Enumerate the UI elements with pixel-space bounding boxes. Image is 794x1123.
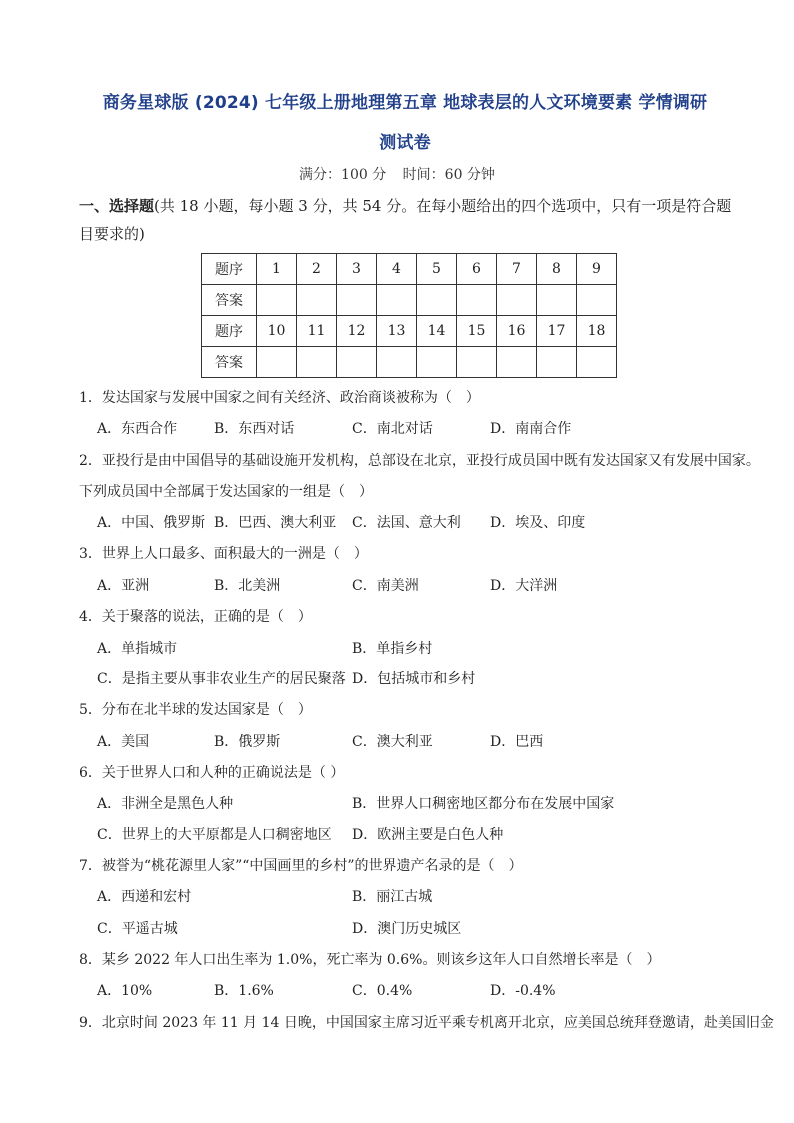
exam-meta bbox=[0, 164, 794, 184]
table-row bbox=[202, 285, 617, 316]
table-cell: 9 bbox=[577, 254, 617, 285]
row-label: 题序 bbox=[202, 316, 257, 347]
q1-option-a[interactable]: A．东西合作 bbox=[97, 421, 178, 437]
answer-cell[interactable] bbox=[377, 347, 417, 378]
answer-cell[interactable] bbox=[457, 347, 497, 378]
q3-option-b[interactable]: B．北美洲 bbox=[214, 578, 281, 594]
time-limit: 时间：60 分钟 bbox=[402, 167, 495, 183]
question-6-stem: 6．关于世界人口和人种的正确说法是（ ） bbox=[79, 765, 345, 781]
q5-option-a[interactable]: A．美国 bbox=[97, 734, 150, 750]
question-3-stem: 3．世界上人口最多、面积最大的一洲是（ ） bbox=[79, 546, 368, 562]
answer-cell[interactable] bbox=[257, 285, 297, 316]
question-1-stem: 1．发达国家与发展中国家之间有关经济、政治商谈被称为（ ） bbox=[79, 390, 480, 406]
q7-option-b[interactable]: B．丽江古城 bbox=[352, 889, 433, 905]
q6-option-a[interactable]: A．非洲全是黑色人种 bbox=[97, 796, 234, 812]
q8-option-c[interactable]: C．0.4% bbox=[352, 983, 413, 999]
answer-cell[interactable] bbox=[577, 347, 617, 378]
exam-title-line2: 测试卷 bbox=[379, 133, 431, 153]
answer-cell[interactable] bbox=[337, 285, 377, 316]
question-9-stem: 9．北京时间 2023 年 11 月 14 日晚，中国国家主席习近平乘专机离开北京，应美国总统拜登邀请，赴美国旧金 bbox=[79, 1015, 774, 1031]
q1-option-d[interactable]: D．南南合作 bbox=[490, 421, 572, 437]
table-cell: 18 bbox=[577, 316, 617, 347]
q5-option-b[interactable]: B．俄罗斯 bbox=[214, 734, 281, 750]
q7-option-d[interactable]: D．澳门历史城区 bbox=[352, 921, 462, 937]
q4-option-c[interactable]: C．是指主要从事非农业生产的居民聚落 bbox=[97, 671, 346, 687]
q6-option-c[interactable]: C．世界上的大平原都是人口稠密地区 bbox=[97, 827, 332, 843]
q2-option-a[interactable]: A．中国、俄罗斯 bbox=[97, 515, 206, 531]
q1-option-c[interactable]: C．南北对话 bbox=[352, 421, 433, 437]
q1-option-b[interactable]: B．东西对话 bbox=[214, 421, 295, 437]
section-desc-2: 目要求的) bbox=[79, 225, 145, 243]
table-cell: 2 bbox=[297, 254, 337, 285]
q6-option-b[interactable]: B．世界人口稠密地区都分布在发展中国家 bbox=[352, 796, 615, 812]
q8-option-d[interactable]: D．-0.4% bbox=[490, 983, 556, 999]
table-cell: 6 bbox=[457, 254, 497, 285]
q5-option-d[interactable]: D．巴西 bbox=[490, 734, 544, 750]
question-2-stem: 2．亚投行是由中国倡导的基础设施开发机构，总部设在北京，亚投行成员国中既有发达国家又有发展中国家。 bbox=[79, 453, 760, 469]
q4-option-b[interactable]: B．单指乡村 bbox=[352, 641, 433, 657]
answer-cell[interactable] bbox=[377, 285, 417, 316]
q4-option-a[interactable]: A．单指城市 bbox=[97, 641, 178, 657]
answer-cell[interactable] bbox=[297, 285, 337, 316]
q7-option-c[interactable]: C．平遥古城 bbox=[97, 921, 178, 937]
q2-option-d[interactable]: D．埃及、印度 bbox=[490, 515, 586, 531]
exam-title: 商务星球版 (2024) 七年级上册地理第五章 地球表层的人文环境要素 学情调研 bbox=[102, 93, 708, 113]
answer-table bbox=[201, 253, 617, 378]
section-desc-1: (共 18 小题，每小题 3 分，共 54 分。在每小题给出的四个选项中，只有一项是符合题 bbox=[154, 197, 732, 215]
table-cell: 8 bbox=[537, 254, 577, 285]
answer-cell[interactable] bbox=[417, 347, 457, 378]
question-2-stem-cont: 下列成员国中全部属于发达国家的一组是（ ） bbox=[79, 484, 373, 500]
table-cell: 16 bbox=[497, 316, 537, 347]
table-cell: 13 bbox=[377, 316, 417, 347]
q7-option-a[interactable]: A．西递和宏村 bbox=[97, 889, 192, 905]
answer-cell[interactable] bbox=[497, 347, 537, 378]
table-row bbox=[202, 316, 617, 347]
q3-option-d[interactable]: D．大洋洲 bbox=[490, 578, 558, 594]
table-cell: 1 bbox=[257, 254, 297, 285]
row-label: 题序 bbox=[202, 254, 257, 285]
table-cell: 4 bbox=[377, 254, 417, 285]
q5-option-c[interactable]: C．澳大利亚 bbox=[352, 734, 433, 750]
table-cell: 7 bbox=[497, 254, 537, 285]
full-score: 满分：100 分 bbox=[299, 167, 387, 183]
table-row bbox=[202, 347, 617, 378]
answer-cell[interactable] bbox=[497, 285, 537, 316]
answer-label: 答案 bbox=[202, 347, 257, 378]
table-cell: 3 bbox=[337, 254, 377, 285]
answer-cell[interactable] bbox=[337, 347, 377, 378]
question-5-stem: 5．分布在北半球的发达国家是（ ） bbox=[79, 702, 312, 718]
q3-option-a[interactable]: A．亚洲 bbox=[97, 578, 150, 594]
question-7-stem: 7．被誉为“桃花源里人家”“中国画里的乡村”的世界遗产名录的是（ ） bbox=[79, 858, 523, 874]
answer-cell[interactable] bbox=[257, 347, 297, 378]
question-4-stem: 4．关于聚落的说法，正确的是（ ） bbox=[79, 609, 312, 625]
answer-cell[interactable] bbox=[537, 285, 577, 316]
table-cell: 10 bbox=[257, 316, 297, 347]
q6-option-d[interactable]: D．欧洲主要是白色人种 bbox=[352, 827, 504, 843]
table-cell: 5 bbox=[417, 254, 457, 285]
q8-option-a[interactable]: A．10% bbox=[97, 983, 153, 999]
table-cell: 12 bbox=[337, 316, 377, 347]
section-instructions bbox=[79, 192, 769, 248]
answer-cell[interactable] bbox=[537, 347, 577, 378]
answer-cell[interactable] bbox=[417, 285, 457, 316]
answer-label: 答案 bbox=[202, 285, 257, 316]
q4-option-d[interactable]: D．包括城市和乡村 bbox=[352, 671, 476, 687]
table-cell: 17 bbox=[537, 316, 577, 347]
table-cell: 14 bbox=[417, 316, 457, 347]
answer-cell[interactable] bbox=[457, 285, 497, 316]
section-heading: 一、选择题 bbox=[79, 197, 155, 215]
table-row bbox=[202, 254, 617, 285]
table-cell: 15 bbox=[457, 316, 497, 347]
answer-cell[interactable] bbox=[577, 285, 617, 316]
q2-option-b[interactable]: B．巴西、澳大利亚 bbox=[214, 515, 337, 531]
q3-option-c[interactable]: C．南美洲 bbox=[352, 578, 419, 594]
table-cell: 11 bbox=[297, 316, 337, 347]
answer-cell[interactable] bbox=[297, 347, 337, 378]
question-8-stem: 8．某乡 2022 年人口出生率为 1.0%，死亡率为 0.6%。则该乡这年人口自然增长率是（ ） bbox=[79, 952, 661, 968]
q8-option-b[interactable]: B．1.6% bbox=[214, 983, 274, 999]
q2-option-c[interactable]: C．法国、意大利 bbox=[352, 515, 461, 531]
